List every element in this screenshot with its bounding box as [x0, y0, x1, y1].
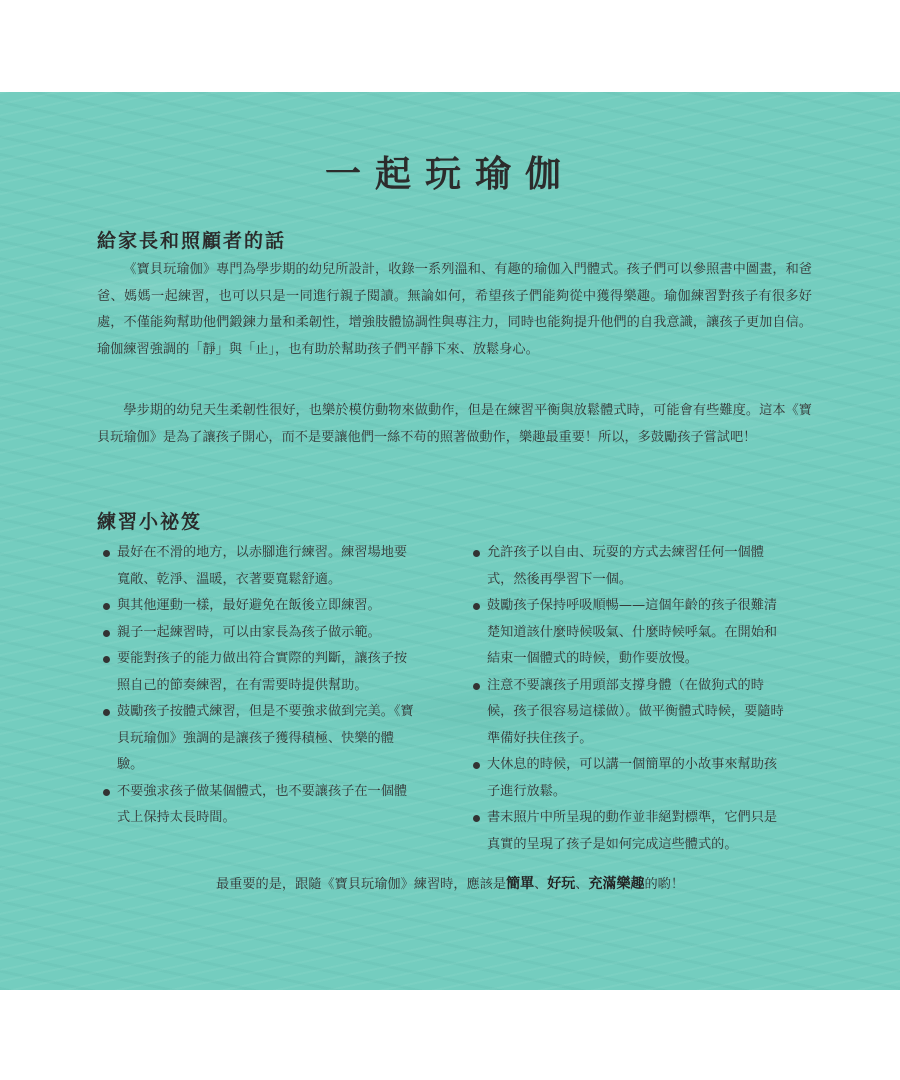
- tip-item: 與其他運動一樣，最好避免在飯後立即練習。: [97, 593, 417, 620]
- bullet-icon: [103, 550, 110, 557]
- closing-note: 最重要的是，跟隨《寶貝玩瑜伽》練習時，應該是簡單、好玩、充滿樂趣的喲！: [215, 876, 685, 892]
- tips-left-column: [97, 540, 417, 832]
- tip-item: 最好在不滑的地方，以赤腳進行練習。練習場地要寬敞、乾淨、溫暖，衣著要寬鬆舒適。: [97, 540, 417, 593]
- bullet-icon: [103, 656, 110, 663]
- bullet-icon: [103, 630, 110, 637]
- tip-item: 鼓勵孩子按體式練習，但是不要強求做到完美。《寶貝玩瑜伽》強調的是讓孩子獲得積極、快樂的體驗。: [97, 699, 417, 779]
- bullet-icon: [473, 815, 480, 822]
- tip-item: 大休息的時候，可以講一個簡單的小故事來幫助孩子進行放鬆。: [467, 752, 787, 805]
- bullet-icon: [473, 683, 480, 690]
- intro-paragraph-2: 學步期的幼兒天生柔韌性很好，也樂於模仿動物來做動作，但是在練習平衡與放鬆體式時，可能會有些難度。這本《寶貝玩瑜伽》是為了讓孩子開心，而不是要讓他們一絲不苟的照著做動作，樂趣最重要！所以，多鼓勵孩子嘗試吧！: [97, 403, 812, 445]
- tip-item: 允許孩子以自由、玩耍的方式去練習任何一個體式，然後再學習下一個。: [467, 540, 787, 593]
- bullet-icon: [103, 789, 110, 796]
- section-heading-parents: 給家長和照顧者的話: [97, 230, 287, 252]
- page-title: 一起玩瑜伽: [324, 154, 575, 195]
- keyword-joyful: 充滿樂趣: [588, 876, 645, 892]
- tip-item: 鼓勵孩子保持呼吸順暢——這個年齡的孩子很難清楚知道該什麼時候吸氣、什麼時候呼氣。在開始和結束一個體式的時候，動作要放慢。: [467, 593, 787, 673]
- keyword-simple: 簡單: [506, 876, 535, 892]
- bullet-icon: [103, 709, 110, 716]
- bullet-icon: [103, 603, 110, 610]
- section-heading-tips: 練習小祕笈: [97, 511, 203, 533]
- tips-right-column: [467, 540, 787, 858]
- bullet-icon: [473, 762, 480, 769]
- tip-item: 親子一起練習時，可以由家長為孩子做示範。: [97, 620, 417, 647]
- bullet-icon: [473, 603, 480, 610]
- tip-item: 注意不要讓孩子用頭部支撐身體（在做狗式的時候，孩子很容易這樣做）。做平衡體式時候，要隨時準備好扶住孩子。: [467, 673, 787, 753]
- intro-paragraph-1: 《寶貝玩瑜伽》專門為學步期的幼兒所設計，收錄一系列溫和、有趣的瑜伽入門體式。孩子們可以參照書中圖畫，和爸爸、媽媽一起練習，也可以只是一同進行親子閱讀。無論如何，希望孩子們能夠從中獲得樂趣。瑜伽練習對孩子有很多好處，不僅能夠幫助他們鍛鍊力量和柔韌性，增強肢體協調性與專注力，同時也能夠提升他們的自我意識，讓孩子更加自信。瑜伽練習強調的「靜」與「止」，也有助於幫助孩子們平靜下來、放鬆身心。: [97, 262, 812, 357]
- tip-item: 不要強求孩子做某個體式，也不要讓孩子在一個體式上保持太長時間。: [97, 779, 417, 832]
- keyword-fun: 好玩: [547, 876, 576, 892]
- tip-item: 要能對孩子的能力做出符合實際的判斷，讓孩子按照自己的節奏練習，在有需要時提供幫助。: [97, 646, 417, 699]
- bullet-icon: [473, 550, 480, 557]
- tip-item: 書末照片中所呈現的動作並非絕對標準，它們只是真實的呈現了孩子是如何完成這些體式的。: [467, 805, 787, 858]
